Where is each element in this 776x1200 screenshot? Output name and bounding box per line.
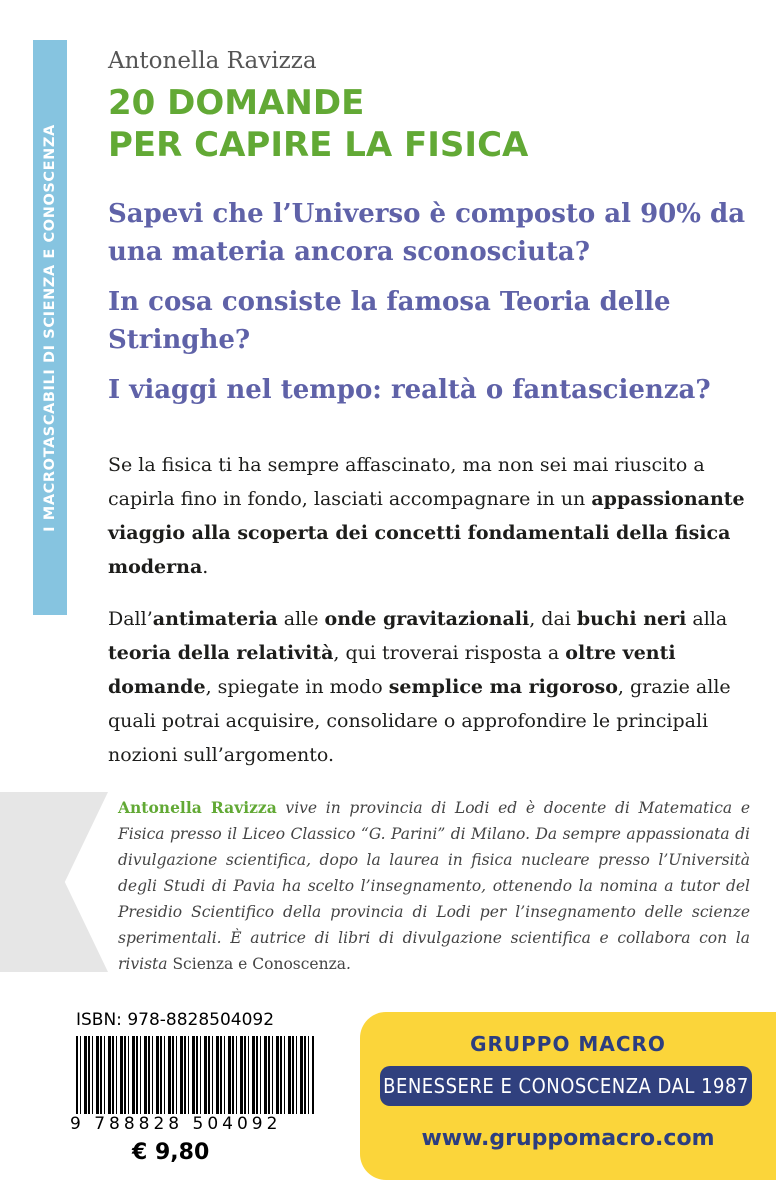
author-bio — [118, 795, 750, 977]
p2-text-4: alla — [686, 608, 728, 630]
question-3: I viaggi nel tempo: realtà o fantascienza? — [108, 375, 711, 405]
barcode-area — [70, 1010, 320, 1165]
bio-text-2: . — [346, 955, 351, 973]
barcode-digits: 9 788828 504092 — [70, 1114, 282, 1134]
question-1: Sapevi che l’Universo è composto al 90% da una materia ancora sconosciuta? — [108, 199, 746, 267]
p2-bold-1: antimateria — [152, 608, 278, 630]
p1-text-1: Se la fisica ti ha sempre affascinato, ma non sei mai riuscito a capirla fino in fondo, lasciati accompagnare in un — [108, 454, 705, 510]
publisher-tagline: BENESSERE E CONOSCENZA DAL 1987 — [380, 1066, 752, 1106]
isbn-label: ISBN: 978-8828504092 — [76, 1010, 275, 1030]
blurb — [108, 448, 748, 790]
p2-bold-3: buchi neri — [576, 608, 687, 630]
p2-text-2: alle — [277, 608, 325, 630]
p2-text-3: , dai — [529, 608, 577, 630]
p2-text-6: , spiegate in modo — [205, 676, 389, 698]
book-title — [108, 82, 528, 166]
author-name: Antonella Ravizza — [108, 48, 317, 74]
p2-text-1: Dall’ — [108, 608, 153, 630]
bio-magazine: Scienza e Conoscenza — [172, 955, 346, 973]
bio-author-name: Antonella Ravizza — [118, 798, 277, 817]
title-line-2: PER CAPIRE LA FISICA — [108, 125, 529, 165]
p2-bold-5: oltre venti domande — [108, 642, 676, 698]
p2-bold-6: semplice ma rigoroso — [388, 676, 618, 698]
p2-bold-4: teoria della relatività — [108, 642, 334, 664]
barcode-icon — [76, 1036, 314, 1114]
blurb-paragraph-1 — [108, 448, 748, 584]
blurb-paragraph-2 — [108, 602, 748, 772]
p2-text-7: , grazie alle quali potrai acquisire, consolidare o approfondire le principali nozioni sull’argomento. — [108, 676, 731, 766]
p1-bold-1: appassionante viaggio alla scoperta dei concetti fondamentali della fisica moderna — [108, 488, 745, 578]
bio-marker-shape — [0, 792, 108, 972]
p2-text-5: , qui troverai risposta a — [333, 642, 566, 664]
question-2: In cosa consiste la famosa Teoria delle Stringhe? — [108, 287, 671, 355]
series-label: I MACROTASCABILI DI SCIENZA E CONOSCENZA — [42, 124, 58, 532]
price: € 9,80 — [132, 1140, 210, 1165]
publisher-badge — [360, 1012, 776, 1180]
p2-bold-2: onde gravitazionali — [324, 608, 530, 630]
teaser-questions — [108, 195, 758, 421]
bio-text-1: vive in provincia di Lodi ed è docente di Matematica e Fisica presso il Liceo Classico “G. Parini” di Milano. Da sempre appassionata di divulgazione scientifica, dopo la laurea in fisica nucleare presso l’Università degli Studi di Pavia ha scelto l’insegnamento, ottenendo la nomina a tutor del Presidio Scientifico della provincia di Lodi per l’insegnamento delle scienze sperimentali. È autrice di libri di divulgazione scientifica e collabora con la rivista — [118, 799, 750, 973]
p1-text-2: . — [202, 556, 209, 578]
publisher-url[interactable]: www.gruppomacro.com — [421, 1126, 715, 1151]
publisher-name: GRUPPO MACRO — [470, 1032, 666, 1056]
title-line-1: 20 DOMANDE — [108, 83, 365, 123]
